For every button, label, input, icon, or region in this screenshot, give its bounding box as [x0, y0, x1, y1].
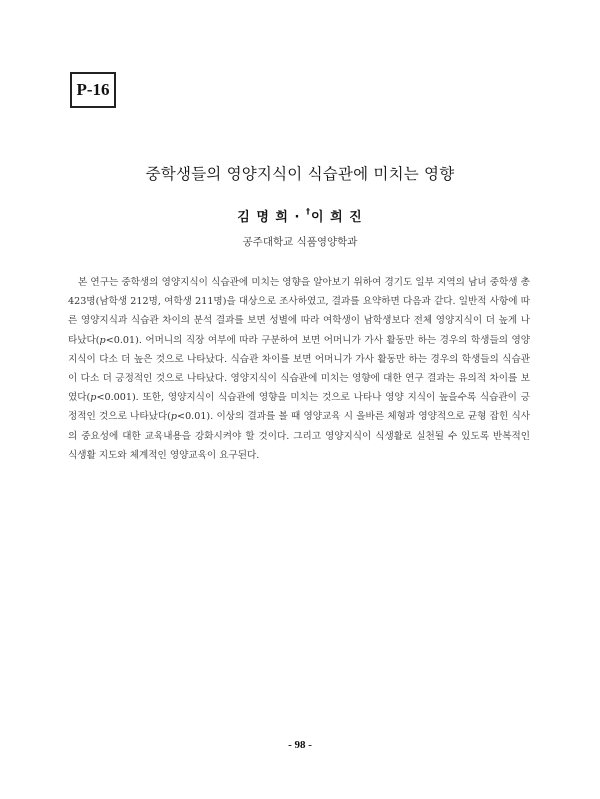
abstract-sentence-2: <0.01). 어머니의 직장 여부에 따라 구분하여 보면 어머니가 가사 활동만 하는 경우의 학생들의 영양지식이 다소 더 높은 것으로 나타났다. 식습관 차이를 보면 어머니가 가사 활동만 하는 경우의 학생들의 식습관이 다소 더 긍정적인 것으로 나타났다. 영양지식이 식습관에 미치는 영향에 대한 연구 결과는 유의적 차이를 보였다( — [68, 334, 530, 404]
affiliation: 공주대학교 식품영양학과 — [242, 236, 358, 248]
poster-code: P-16 — [76, 80, 110, 99]
author-1: 김 명 희 · — [237, 210, 306, 225]
author-2: 이 희 진 — [310, 210, 363, 225]
abstract-sentence-3: <0.001). 또한, 영양지식이 식습관에 영향을 미치는 것으로 나타나 영양 지식이 높을수록 식습관이 긍정적인 것으로 나타났다( — [68, 392, 530, 423]
authors — [0, 206, 600, 225]
p-value-symbol: p — [99, 334, 106, 346]
poster-code-box — [70, 72, 116, 108]
p-value-symbol: p — [170, 411, 178, 423]
p-value-symbol: p — [90, 392, 97, 404]
abstract-sentence-4: <0.01). 이상의 결과를 볼 때 영양교육 시 올바른 체형과 영양적으로 균형 잡힌 식사의 중요성에 대한 교육내용을 강화시켜야 할 것이다. 그리고 영양지식이 식생활로 실천될 수 있도록 반복적인 식생활 지도와 체계적인 영양교육이 요구된다. — [68, 411, 530, 461]
page-number: - 98 - — [288, 739, 312, 751]
paper-title: 중학생들의 영양지식이 식습관에 미치는 영향 — [145, 165, 455, 183]
abstract-sentence-1: 본 연구는 중학생의 영양지식이 식습관에 미치는 영향을 알아보기 위하여 경기도 일부 지역의 남녀 중학생 총 423명(남학생 212명, 여학생 211명)을 대상으로 조사하였고, 결과를 요약하면 다음과 같다. 일반적 사항에 따른 영양지식과 식습관 차이의 분석 결과를 보면 성별에 따라 여학생이 남학생보다 전체 영양지식이 더 높게 나타났다( — [68, 277, 530, 346]
abstract-body — [68, 273, 530, 465]
corresponding-author-marker: † — [305, 206, 311, 216]
